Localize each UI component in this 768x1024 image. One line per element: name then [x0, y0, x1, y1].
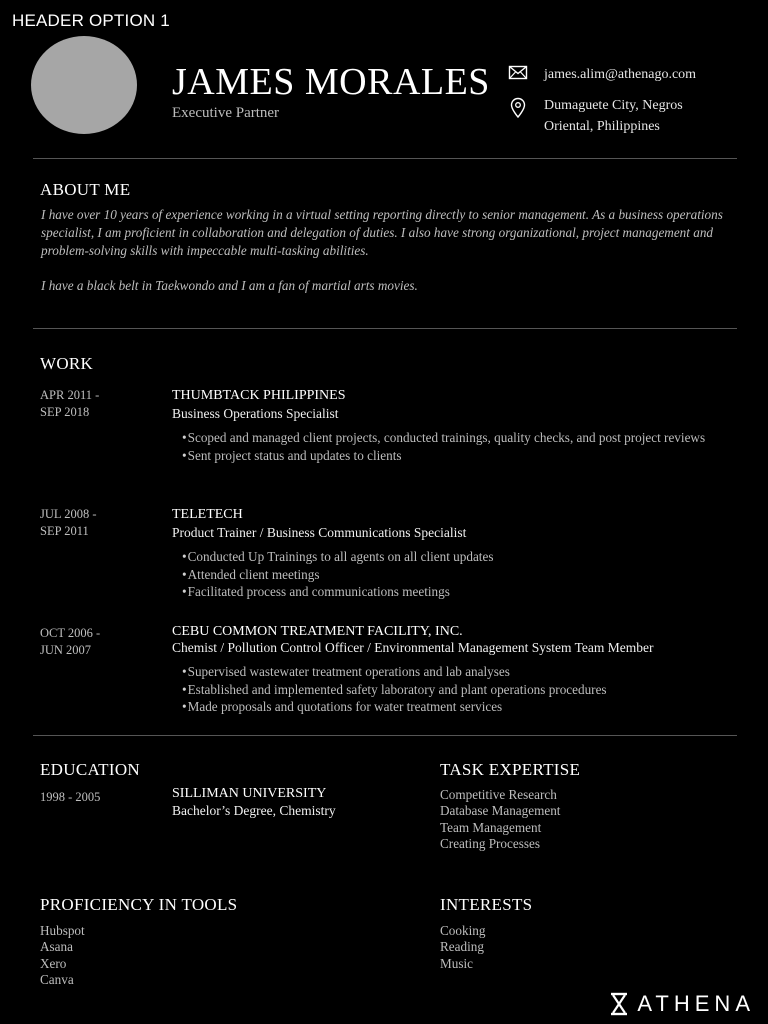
job-bullets	[182, 548, 722, 601]
job-bullets	[182, 429, 722, 464]
job-bullets	[182, 663, 722, 716]
list-item: Creating Processes	[440, 835, 540, 851]
job-role: Chemist / Pollution Control Officer / Environmental Management System Team Member	[172, 640, 654, 655]
profile-title: Executive Partner	[172, 105, 280, 121]
about-paragraph-2: I have a black belt in Taekwondo and I am a fan of martial arts movies.	[41, 278, 418, 293]
job-dates	[40, 625, 100, 659]
location-line-1: Dumaguete City, Negros	[544, 98, 683, 113]
job-bullet: • Made proposals and quotations for water treatment services	[182, 698, 722, 716]
education-years: 1998 - 2005	[40, 790, 101, 804]
job-date-start: JUL 2008 -	[40, 507, 97, 521]
list-item: Hubspot	[40, 923, 85, 938]
job-dates	[40, 506, 96, 540]
job-date-start: OCT 2006 -	[40, 626, 101, 640]
task-expertise-heading: TASK EXPERTISE	[440, 760, 581, 779]
interests-list	[440, 923, 485, 972]
work-heading: WORK	[40, 354, 94, 373]
job-date-end: SEP 2018	[40, 405, 90, 419]
list-item: Database Management	[440, 803, 561, 819]
header-option-label: HEADER OPTION 1	[12, 11, 170, 30]
job-bullet: • Supervised wastewater treatment operations and lab analyses	[182, 663, 722, 681]
list-item: Music	[440, 955, 473, 971]
location-line-2: Oriental, Philippines	[544, 119, 660, 134]
education-degree: Bachelor’s Degree, Chemistry	[172, 803, 336, 818]
list-item: Asana	[40, 939, 73, 955]
job-bullet: • Attended client meetings	[182, 566, 722, 584]
tools-list	[40, 923, 85, 988]
job-dates	[40, 387, 99, 421]
job-date-end: JUN 2007	[40, 643, 92, 657]
job-company: CEBU COMMON TREATMENT FACILITY, INC.	[172, 624, 463, 639]
job-bullet: • Facilitated process and communications meetings	[182, 583, 722, 601]
job-role: Product Trainer / Business Communications Specialist	[172, 525, 467, 540]
list-item: Team Management	[440, 819, 542, 835]
about-heading: ABOUT ME	[40, 180, 131, 199]
job-bullet: • Conducted Up Trainings to all agents on all client updates	[182, 548, 722, 566]
list-item: Xero	[40, 955, 67, 971]
brand-wordmark: ATHENA	[637, 991, 755, 1016]
athena-logo	[609, 991, 755, 1017]
email-text: james.alim@athenago.com	[544, 67, 697, 82]
about-paragraph-1: I have over 10 years of experience working in a virtual setting reporting directly to senior management. As a business operations specialist, I am proficient in collaboration and delegation of duties. I also have strong organizational, project management and problem-solving skills with impeccable multi-tasking abilities.	[41, 207, 723, 258]
hourglass-logo-icon	[609, 992, 629, 1016]
job-role: Business Operations Specialist	[172, 406, 339, 421]
divider	[33, 735, 737, 736]
location-pin-icon	[508, 97, 528, 117]
divider	[33, 328, 737, 329]
profile-name: JAMES MORALES	[172, 61, 490, 103]
job-date-end: SEP 2011	[40, 524, 89, 538]
avatar	[31, 36, 137, 134]
list-item: Reading	[440, 939, 484, 955]
mail-icon	[508, 63, 528, 83]
list-item: Canva	[40, 971, 74, 987]
location-text	[544, 95, 683, 137]
task-expertise-list	[440, 787, 560, 852]
job-bullet: • Established and implemented safety laboratory and plant operations procedures	[182, 681, 722, 699]
job-company: THUMBTACK PHILIPPINES	[172, 388, 346, 403]
job-date-start: APR 2011 -	[40, 388, 100, 402]
job-bullet: • Sent project status and updates to clients	[182, 447, 722, 465]
list-item: Competitive Research	[440, 787, 557, 802]
divider	[33, 158, 737, 159]
job-company: TELETECH	[172, 507, 243, 522]
list-item: Cooking	[440, 923, 486, 938]
education-heading: EDUCATION	[40, 760, 140, 779]
tools-heading: PROFICIENCY IN TOOLS	[40, 895, 238, 914]
job-bullet: • Scoped and managed client projects, conducted trainings, quality checks, and post project reviews	[182, 429, 722, 447]
interests-heading: INTERESTS	[440, 895, 533, 914]
education-school: SILLIMAN UNIVERSITY	[172, 786, 327, 801]
about-text	[41, 206, 731, 312]
